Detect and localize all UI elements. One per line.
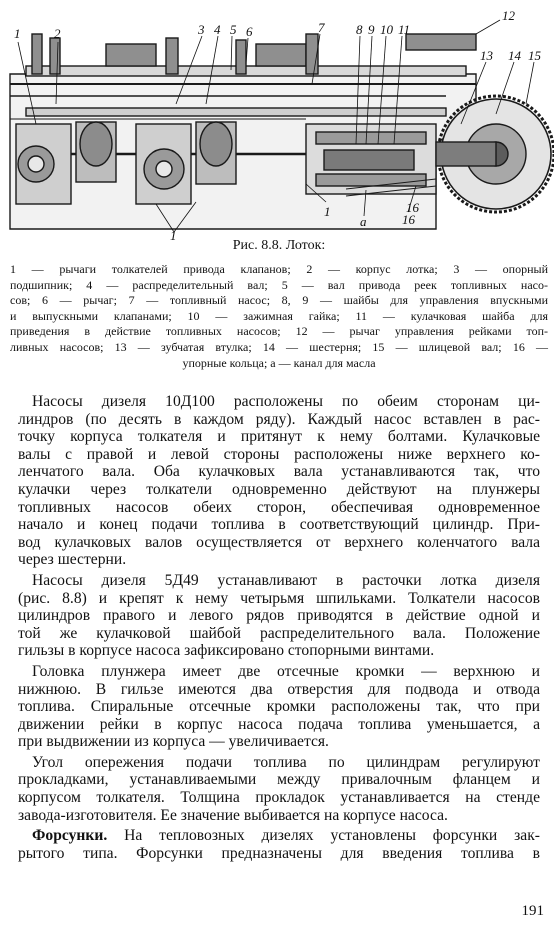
section-heading-injectors: Форсунки. (32, 827, 108, 845)
callout-3: 3 (198, 22, 205, 37)
callout-12: 12 (502, 8, 515, 23)
paragraph (18, 754, 540, 824)
callout-15: 15 (528, 48, 541, 63)
callout-a: a (360, 214, 367, 229)
figure-legend (10, 262, 548, 371)
callout-2: 2 (54, 26, 61, 41)
callout-7: 7 (318, 20, 325, 35)
callout-16-upper: 16 (406, 200, 419, 215)
body-text (18, 393, 540, 862)
text-line: Насосы дизеля 10Д100 расположены по обеим сторонам ци- (32, 393, 540, 410)
text-line: цилиндров правого и левого рядов приводятся в действие одной и (18, 607, 540, 625)
text-line: топливных насосов обеих сторон, обеспечивая одновременное (18, 498, 540, 516)
callout-13: 13 (480, 48, 493, 63)
text-line: топлива. Спиральные отсечные кромки расположены так, что при (18, 698, 540, 716)
text-line: Угол опережения подачи топлива по цилиндрам регулируют (32, 753, 540, 771)
text-line: при выдвижении из корпуса — увеличивается. (18, 733, 329, 751)
paragraph (18, 393, 540, 569)
text-line: прокладками, устанавливаемыми между привалочным фланцем и (18, 771, 540, 789)
text-line: валы с правой и левой стороны расположены ниже верхнего ко- (18, 445, 540, 463)
paragraph-injectors (18, 827, 540, 862)
text-line: начало и конец подачи топлива в соответствующий цилиндр. При- (18, 516, 540, 534)
text-line: движении рейки в корпус насоса подача топлива уменьшается, а (18, 715, 540, 733)
text-line: ленчатого вала. Оба кулачковых вала устанавливаются так, что (18, 463, 540, 481)
paragraph (18, 572, 540, 660)
callout-14: 14 (508, 48, 521, 63)
legend-line: ливных насосов; 13 — зубчатая втулка; 14 — шестерня; 15 — шлицевой вал; 16 — (10, 339, 548, 354)
legend-line: подшипник; 4 — распределительный вал; 5 — вал привода реек топливных насо- (10, 277, 548, 292)
text-line: рытого типа. Форсунки предназначены для введения топлива в (18, 844, 540, 862)
legend-line: 1 — рычаги толкателей привода клапанов; 2 — корпус лотка; 3 — опорный (10, 262, 548, 276)
text-line: точку корпуса толкателя и притянут к нему болтами. Кулачковые (18, 428, 540, 446)
text-line (18, 827, 540, 845)
paragraph (18, 663, 540, 751)
figure-drawing (6, 4, 554, 240)
text-line: (рис. 8.8) и крепят к нему четырьмя шпильками. Толкатели насосов (18, 589, 540, 607)
text-run: На тепловозных дизелях установлены форсунки зак- (107, 827, 540, 845)
callout-1-right: 1 (324, 204, 331, 219)
text-line: через шестерни. (18, 551, 127, 569)
legend-line: сов; 6 — рычаг; 7 — топливный насос; 8, 9 — шайбы для управления впускными (10, 293, 548, 308)
figure-caption-title: Рис. 8.8. Лоток: (232, 238, 326, 253)
callout-1: 1 (14, 26, 21, 41)
callout-5: 5 (230, 22, 237, 37)
text-line: кулачки через толкатели одновременно действуют на плунжеры (18, 480, 540, 498)
callout-6: 6 (246, 24, 253, 39)
text-line: корпусом толкателя. Толщина прокладок устанавливается на стенде (18, 789, 540, 807)
text-line: Головка плунжера имеет две отсечные кромки — верхнюю и (32, 662, 540, 680)
callout-9: 9 (368, 22, 375, 37)
callout-4: 4 (214, 22, 221, 37)
text-line: гильзы в корпусе насоса зафиксировано стопорными винтами. (18, 642, 435, 660)
callout-1-bottom: 1 (170, 228, 177, 240)
text-line: той же кулачковой шайбой распределительного вала. Положение (18, 624, 540, 642)
text-line: завода-изготовителя. Ее значение выбивается на корпусе насоса. (18, 806, 448, 824)
legend-line: приведения в действие топливных насосов; 12 — рычаг управления рейками топ- (10, 324, 548, 339)
callout-8: 8 (356, 22, 363, 37)
callout-10: 10 (380, 22, 393, 37)
text-line: линдров (по десять в каждом ряду). Каждый насос вставлен в рас- (18, 410, 540, 428)
text-line: вод кулачковых валов осуществляется от верхнего коленчатого вала (18, 533, 540, 551)
text-line: нижнюю. В гильзе имеются два отверстия для подвода и отвода (18, 680, 540, 698)
text-line: Насосы дизеля 5Д49 устанавливают в расточки лотка дизеля (32, 571, 540, 589)
page-number: 191 (521, 903, 544, 919)
legend-line: и выпускными клапанами; 10 — зажимная гайка; 11 — кулачковая шайба для (10, 308, 548, 323)
legend-line: упорные кольца; а — канал для масла (182, 355, 376, 370)
callout-16: 16 (402, 212, 415, 227)
callout-11: 11 (398, 22, 411, 37)
